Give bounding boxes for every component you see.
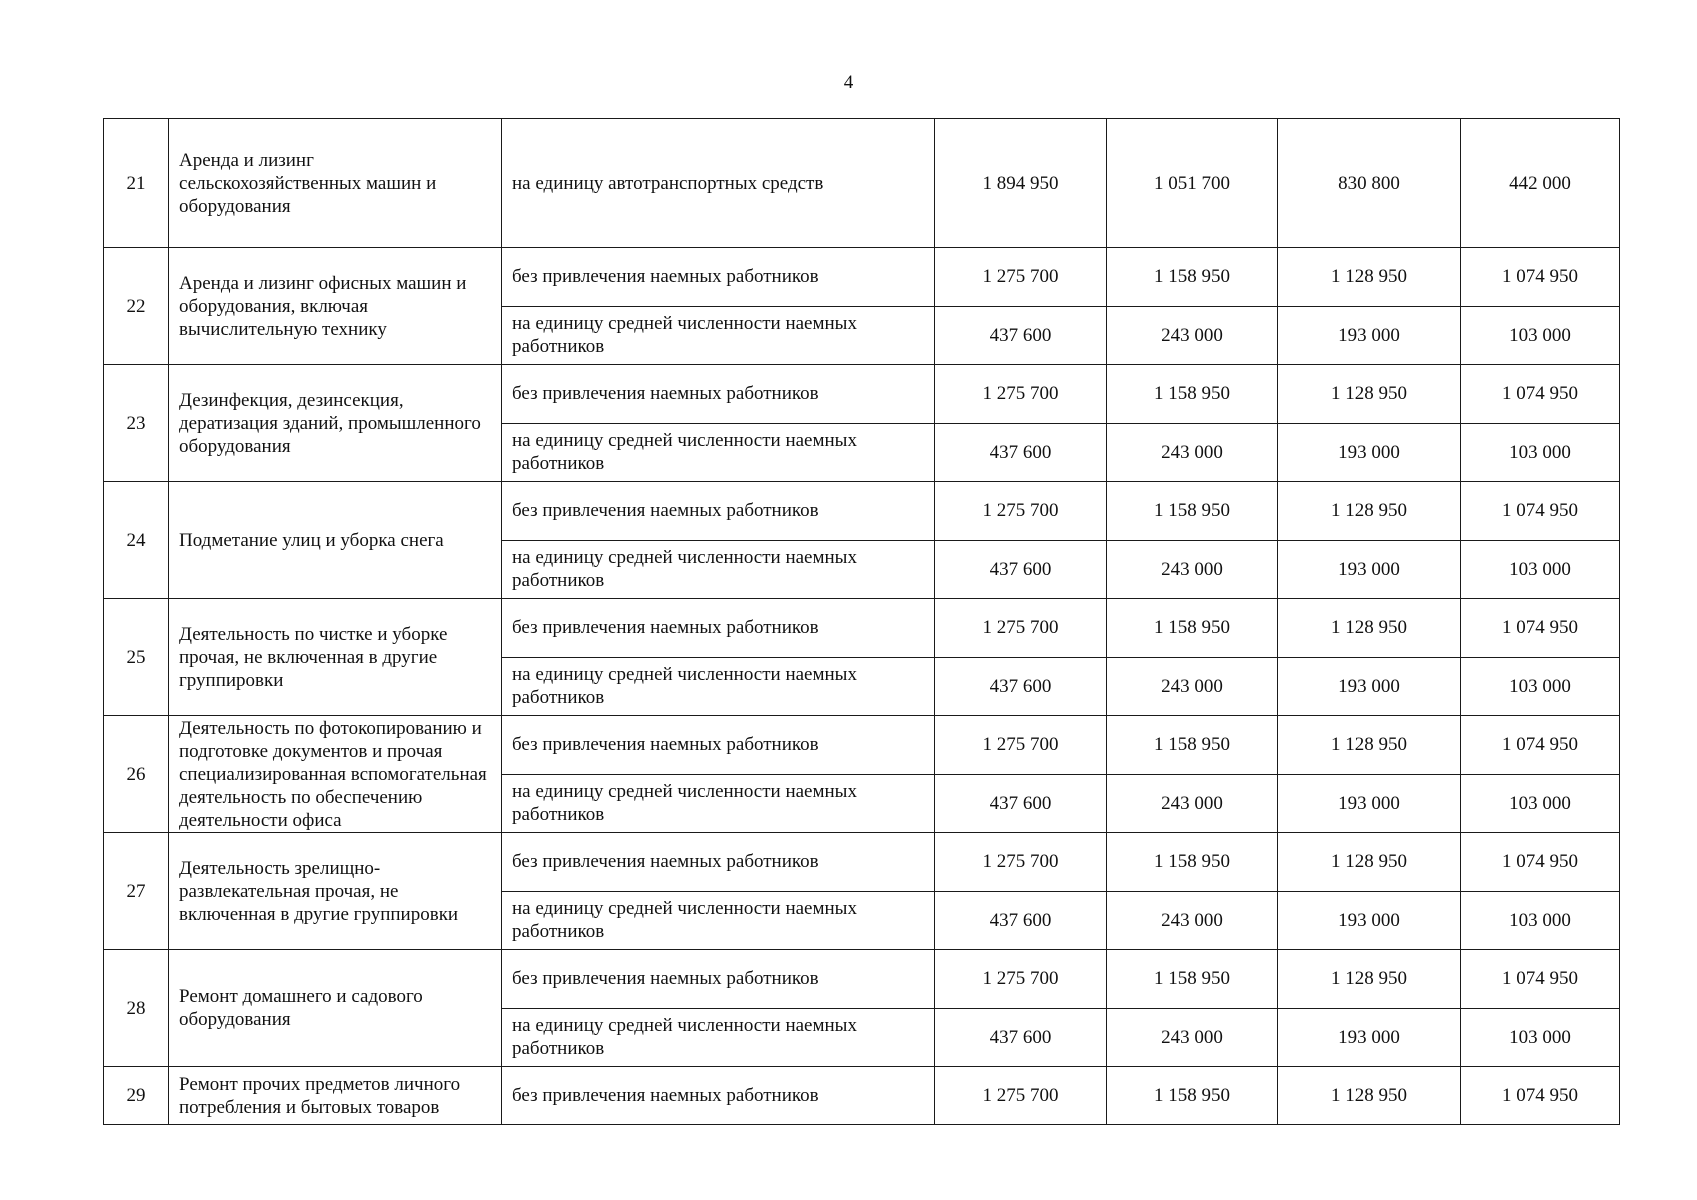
value-cell-1: 1 894 950 [935, 119, 1107, 248]
value-cell-1: 437 600 [935, 891, 1107, 950]
value-cell-1: 1 275 700 [935, 716, 1107, 775]
value-cell-4: 103 000 [1461, 423, 1620, 482]
value-cell-2: 243 000 [1107, 774, 1278, 833]
row-number-cell: 25 [104, 599, 169, 716]
value-cell-4: 103 000 [1461, 657, 1620, 716]
condition-cell: на единицу средней численности наемных работников [502, 306, 935, 365]
value-cell-1: 437 600 [935, 1008, 1107, 1067]
value-cell-4: 1 074 950 [1461, 599, 1620, 658]
value-cell-4: 103 000 [1461, 540, 1620, 599]
value-cell-3: 193 000 [1278, 657, 1461, 716]
row-number-cell: 29 [104, 1067, 169, 1125]
value-cell-2: 1 158 950 [1107, 365, 1278, 424]
condition-cell: без привлечения наемных работников [502, 248, 935, 307]
value-cell-3: 193 000 [1278, 306, 1461, 365]
value-cell-2: 243 000 [1107, 891, 1278, 950]
value-cell-1: 1 275 700 [935, 482, 1107, 541]
table-row [104, 833, 1620, 892]
value-cell-3: 193 000 [1278, 423, 1461, 482]
value-cell-2: 1 158 950 [1107, 482, 1278, 541]
value-cell-3: 1 128 950 [1278, 950, 1461, 1009]
value-cell-3: 1 128 950 [1278, 833, 1461, 892]
row-number-cell: 27 [104, 833, 169, 950]
value-cell-1: 1 275 700 [935, 599, 1107, 658]
condition-cell: без привлечения наемных работников [502, 950, 935, 1009]
value-cell-4: 1 074 950 [1461, 1067, 1620, 1125]
value-cell-1: 437 600 [935, 774, 1107, 833]
table-row [104, 119, 1620, 248]
row-number-cell: 24 [104, 482, 169, 599]
activity-name-cell: Деятельность по чистке и уборке прочая, не включенная в другие группировки [169, 599, 502, 716]
condition-cell: на единицу средней численности наемных работников [502, 540, 935, 599]
value-cell-2: 1 158 950 [1107, 1067, 1278, 1125]
table-row [104, 950, 1620, 1009]
value-cell-1: 1 275 700 [935, 365, 1107, 424]
value-cell-4: 1 074 950 [1461, 833, 1620, 892]
value-cell-1: 1 275 700 [935, 1067, 1107, 1125]
condition-cell: на единицу средней численности наемных работников [502, 657, 935, 716]
value-cell-1: 437 600 [935, 306, 1107, 365]
table-row [104, 482, 1620, 541]
value-cell-2: 1 158 950 [1107, 833, 1278, 892]
value-cell-4: 1 074 950 [1461, 950, 1620, 1009]
value-cell-4: 103 000 [1461, 774, 1620, 833]
activity-name-cell: Дезинфекция, дезинсекция, дератизация зданий, промышленного оборудования [169, 365, 502, 482]
table-row [104, 365, 1620, 424]
activity-name-cell: Аренда и лизинг офисных машин и оборудования, включая вычислительную технику [169, 248, 502, 365]
condition-cell: без привлечения наемных работников [502, 599, 935, 658]
value-cell-2: 1 051 700 [1107, 119, 1278, 248]
value-cell-2: 243 000 [1107, 540, 1278, 599]
activity-name-cell: Аренда и лизинг сельскохозяйственных машин и оборудования [169, 119, 502, 248]
condition-cell: на единицу автотранспортных средств [502, 119, 935, 248]
value-cell-1: 1 275 700 [935, 950, 1107, 1009]
row-number-cell: 28 [104, 950, 169, 1067]
activity-name-cell: Деятельность по фотокопированию и подготовке документов и прочая специализированная вспомогательная деятельность по обеспечению деятельности офиса [169, 716, 502, 833]
value-cell-3: 830 800 [1278, 119, 1461, 248]
condition-cell: на единицу средней численности наемных работников [502, 891, 935, 950]
value-cell-1: 437 600 [935, 423, 1107, 482]
value-cell-1: 1 275 700 [935, 833, 1107, 892]
value-cell-2: 243 000 [1107, 657, 1278, 716]
activity-name-cell: Ремонт прочих предметов личного потребления и бытовых товаров [169, 1067, 502, 1125]
value-cell-4: 1 074 950 [1461, 482, 1620, 541]
value-cell-3: 1 128 950 [1278, 1067, 1461, 1125]
condition-cell: на единицу средней численности наемных работников [502, 1008, 935, 1067]
condition-cell: на единицу средней численности наемных работников [502, 774, 935, 833]
value-cell-3: 1 128 950 [1278, 599, 1461, 658]
rates-table-body [104, 119, 1620, 1125]
value-cell-4: 1 074 950 [1461, 716, 1620, 775]
activity-name-cell: Деятельность зрелищно-развлекательная прочая, не включенная в другие группировки [169, 833, 502, 950]
activity-name-cell: Ремонт домашнего и садового оборудования [169, 950, 502, 1067]
value-cell-1: 1 275 700 [935, 248, 1107, 307]
rates-table [103, 118, 1620, 1125]
row-number-cell: 26 [104, 716, 169, 833]
value-cell-2: 1 158 950 [1107, 950, 1278, 1009]
table-row [104, 599, 1620, 658]
value-cell-3: 1 128 950 [1278, 482, 1461, 541]
value-cell-4: 103 000 [1461, 1008, 1620, 1067]
value-cell-2: 243 000 [1107, 1008, 1278, 1067]
value-cell-1: 437 600 [935, 540, 1107, 599]
table-row [104, 1067, 1620, 1125]
value-cell-2: 1 158 950 [1107, 599, 1278, 658]
activity-name-cell: Подметание улиц и уборка снега [169, 482, 502, 599]
value-cell-4: 103 000 [1461, 306, 1620, 365]
condition-cell: без привлечения наемных работников [502, 716, 935, 775]
value-cell-2: 243 000 [1107, 423, 1278, 482]
condition-cell: без привлечения наемных работников [502, 482, 935, 541]
value-cell-2: 1 158 950 [1107, 248, 1278, 307]
condition-cell: без привлечения наемных работников [502, 1067, 935, 1125]
condition-cell: без привлечения наемных работников [502, 833, 935, 892]
value-cell-3: 1 128 950 [1278, 248, 1461, 307]
value-cell-3: 193 000 [1278, 891, 1461, 950]
condition-cell: без привлечения наемных работников [502, 365, 935, 424]
value-cell-4: 442 000 [1461, 119, 1620, 248]
value-cell-3: 193 000 [1278, 1008, 1461, 1067]
value-cell-2: 1 158 950 [1107, 716, 1278, 775]
value-cell-1: 437 600 [935, 657, 1107, 716]
row-number-cell: 21 [104, 119, 169, 248]
value-cell-3: 1 128 950 [1278, 365, 1461, 424]
value-cell-3: 1 128 950 [1278, 716, 1461, 775]
table-row [104, 248, 1620, 307]
value-cell-3: 193 000 [1278, 540, 1461, 599]
value-cell-2: 243 000 [1107, 306, 1278, 365]
page-number: 4 [843, 72, 854, 93]
value-cell-3: 193 000 [1278, 774, 1461, 833]
row-number-cell: 23 [104, 365, 169, 482]
value-cell-4: 1 074 950 [1461, 365, 1620, 424]
row-number-cell: 22 [104, 248, 169, 365]
value-cell-4: 1 074 950 [1461, 248, 1620, 307]
value-cell-4: 103 000 [1461, 891, 1620, 950]
condition-cell: на единицу средней численности наемных работников [502, 423, 935, 482]
table-row [104, 716, 1620, 775]
